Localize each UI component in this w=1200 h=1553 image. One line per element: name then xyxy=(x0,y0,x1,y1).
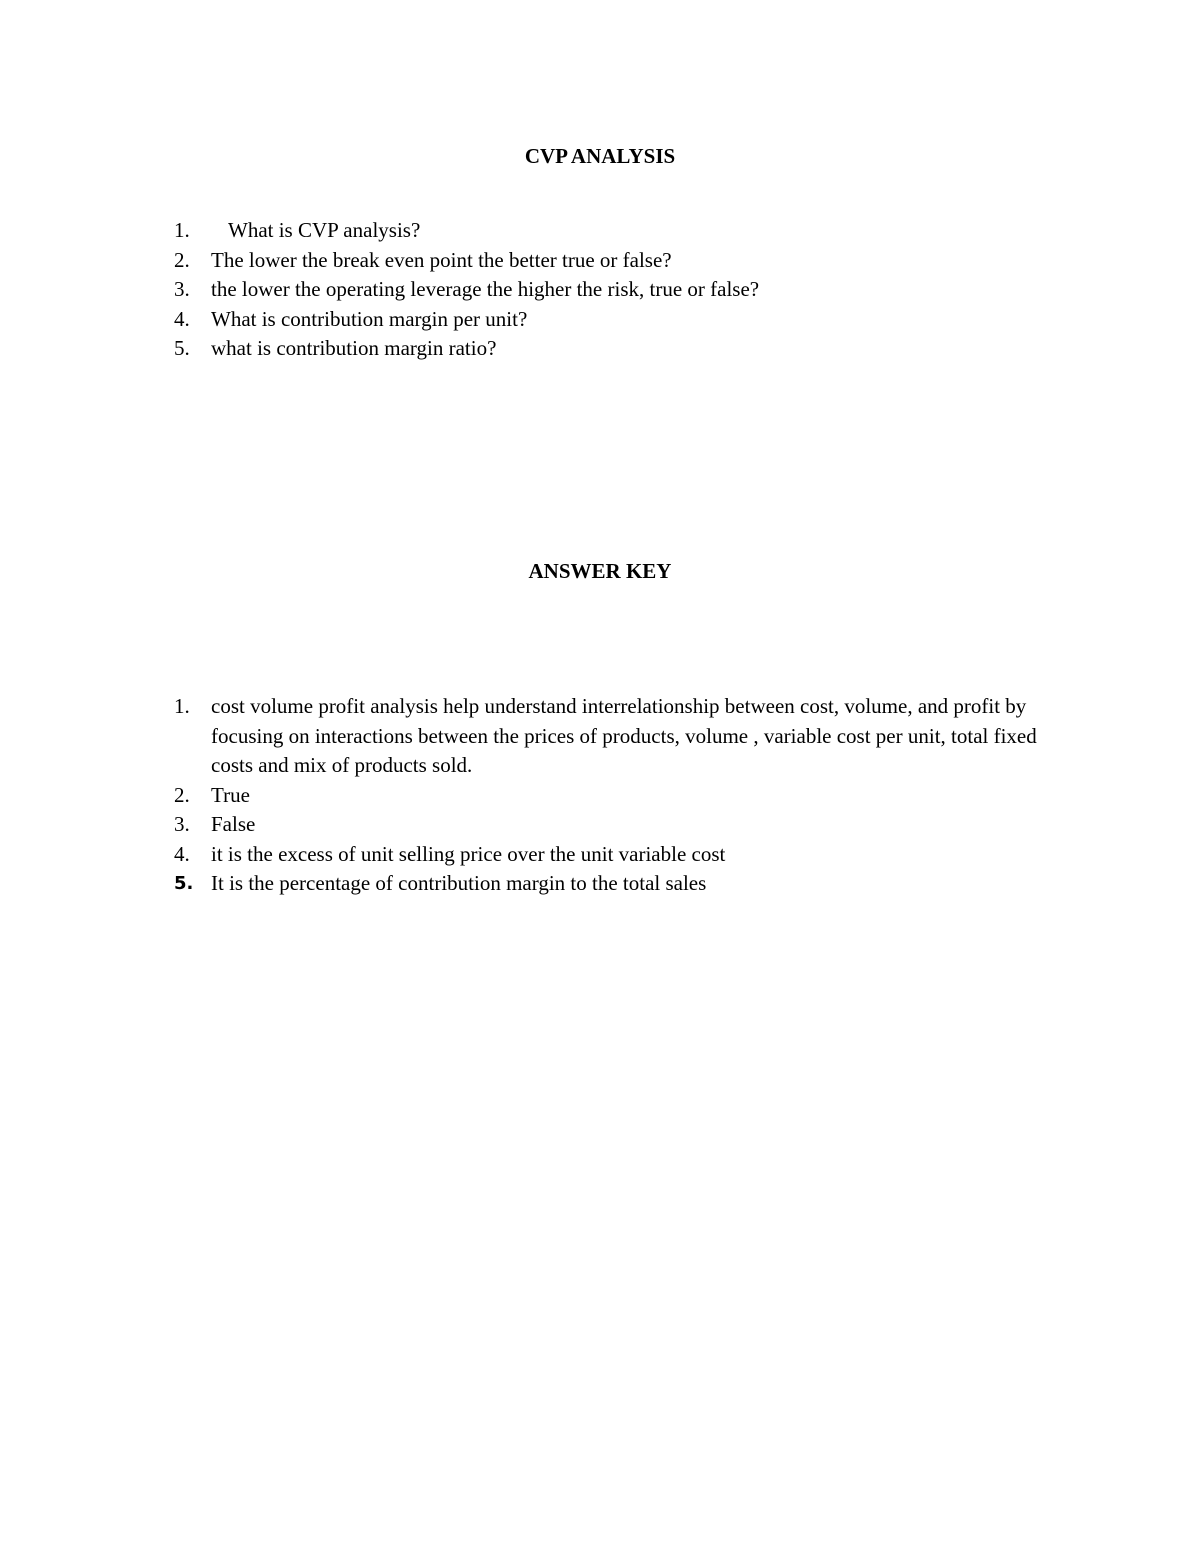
document-title: CVP ANALYSIS xyxy=(524,144,676,168)
answer-number: 5. xyxy=(174,873,194,894)
question-list xyxy=(174,216,1054,364)
answer-text: False xyxy=(211,812,256,836)
question-number: 5. xyxy=(174,336,190,360)
answer-item xyxy=(174,810,1054,840)
question-item xyxy=(174,216,1054,246)
answer-number: 4. xyxy=(174,841,190,866)
answer-text: True xyxy=(211,782,250,807)
answer-number: 3. xyxy=(174,812,190,836)
answer-number: 1. xyxy=(174,694,190,718)
question-item xyxy=(174,305,1054,335)
answer-number: 2. xyxy=(174,782,190,807)
answer-text: cost volume profit analysis help understand interrelationship between cost, volume, and profit by focusing on interactions between the prices of products, volume , variable cost per unit, total fixed costs and mix of products sold. xyxy=(211,694,1037,777)
question-number: 4. xyxy=(174,306,190,331)
question-number: 2. xyxy=(174,247,190,272)
answer-item xyxy=(174,869,1054,899)
question-item xyxy=(174,275,1054,305)
answer-list xyxy=(174,692,1054,899)
answer-item xyxy=(174,840,1054,870)
question-text: what is contribution margin ratio? xyxy=(211,336,497,360)
answer-key-title: ANSWER KEY xyxy=(528,559,672,583)
question-text: What is CVP analysis? xyxy=(228,218,421,242)
question-number: 1. xyxy=(174,218,190,242)
question-text: the lower the operating leverage the higher the risk, true or false? xyxy=(211,277,760,301)
question-text: What is contribution margin per unit? xyxy=(211,306,528,331)
answer-item xyxy=(174,781,1054,811)
question-item xyxy=(174,334,1054,364)
question-number: 3. xyxy=(174,277,190,301)
question-item xyxy=(174,246,1054,276)
answer-text: it is the excess of unit selling price over the unit variable cost xyxy=(211,841,726,866)
answer-item xyxy=(174,692,1054,781)
question-text: The lower the break even point the better true or false? xyxy=(211,247,672,272)
answer-text: It is the percentage of contribution margin to the total sales xyxy=(211,871,707,895)
